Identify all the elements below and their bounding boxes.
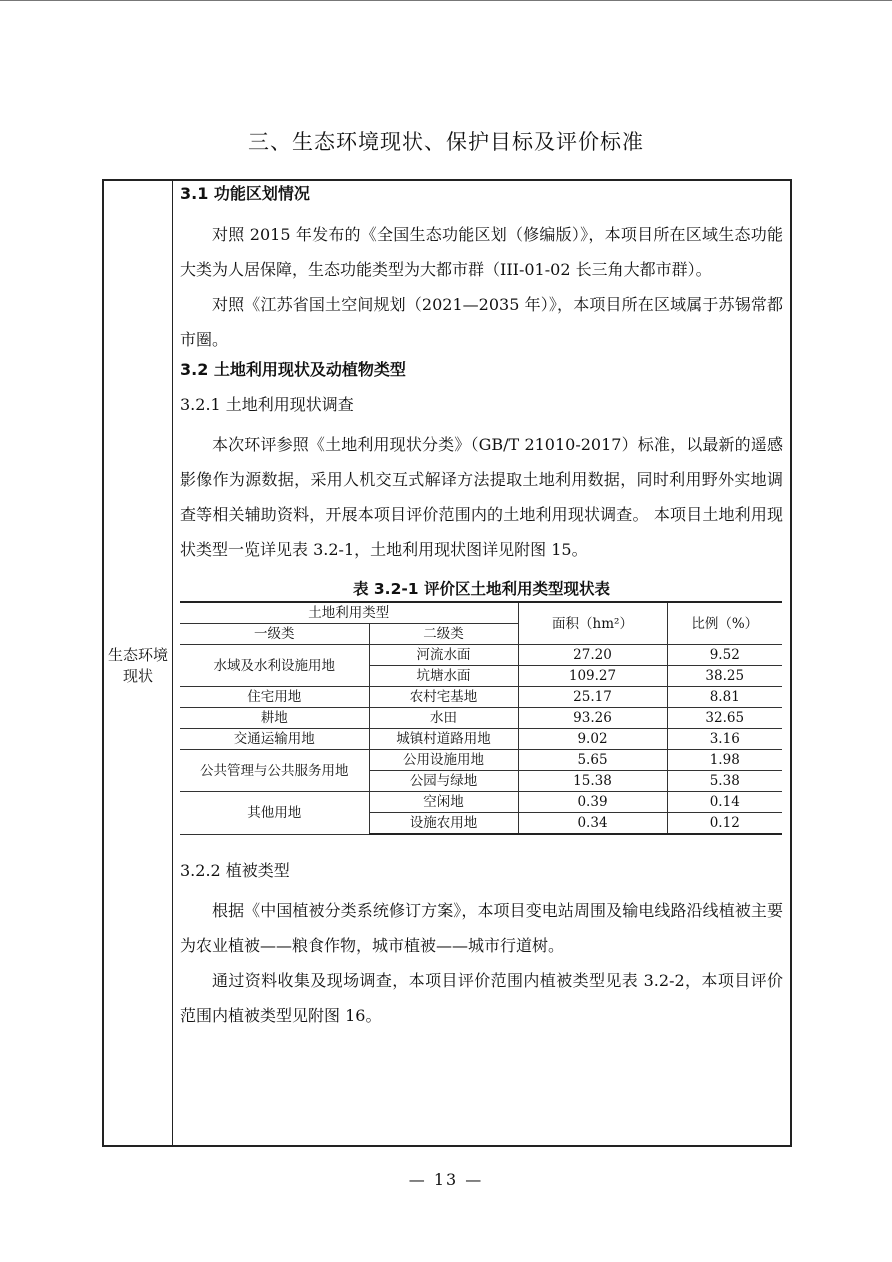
cell-area: 5.65 <box>518 750 667 771</box>
cell-ratio: 32.65 <box>667 708 782 729</box>
cell-ratio: 0.12 <box>667 813 782 835</box>
cell-level1: 交通运输用地 <box>180 729 369 750</box>
header-level1: 一级类 <box>180 624 369 645</box>
header-level2: 二级类 <box>369 624 518 645</box>
content-frame <box>102 179 792 1147</box>
top-rule <box>0 0 892 1</box>
cell-area: 0.34 <box>518 813 667 835</box>
header-landuse-type: 土地利用类型 <box>180 602 518 624</box>
paragraph-vegetation-classification: 根据《中国植被分类系统修订方案》，本项目变电站周围及输电线路沿线植被主要为农业植被——粮食作物，城市植被——城市行道树。 <box>180 901 783 955</box>
paragraph-provincial-plan: 对照《江苏省国土空间规划（2021—2035 年）》，本项目所在区域属于苏锡常都市圈。 <box>180 295 783 349</box>
cell-ratio: 0.14 <box>667 792 782 813</box>
cell-ratio: 8.81 <box>667 687 782 708</box>
section-heading-3-2: 3.2 土地利用现状及动植物类型 <box>180 360 406 379</box>
cell-level2: 水田 <box>369 708 518 729</box>
cell-area: 15.38 <box>518 771 667 792</box>
paragraph-vegetation-survey: 通过资料收集及现场调查，本项目评价范围内植被类型见表 3.2-2，本项目评价范围内植被类型见附图 16。 <box>180 971 783 1025</box>
cell-area: 93.26 <box>518 708 667 729</box>
cell-ratio: 38.25 <box>667 666 782 687</box>
cell-level1: 住宅用地 <box>180 687 369 708</box>
table-row <box>180 708 782 729</box>
side-label: 生态环境现状 <box>108 646 169 685</box>
page-number: — 13 — <box>408 1170 484 1189</box>
cell-level2: 空闲地 <box>369 792 518 813</box>
table-row <box>180 792 782 813</box>
cell-level2: 农村宅基地 <box>369 687 518 708</box>
cell-area: 9.02 <box>518 729 667 750</box>
header-ratio: 比例（%） <box>667 602 782 645</box>
cell-level1: 公共管理与公共服务用地 <box>180 750 369 792</box>
table-caption: 表 3.2-1 评价区土地利用类型现状表 <box>353 580 610 598</box>
cell-area: 0.39 <box>518 792 667 813</box>
table-spacer <box>180 835 783 859</box>
cell-level2: 河流水面 <box>369 645 518 666</box>
paragraph-landuse-survey: 本次环评参照《土地利用现状分类》（GB/T 21010-2017）标准，以最新的遥感影像作为源数据，采用人机交互式解译方法提取土地利用数据，同时利用野外实地调查等相关辅助资料，开展本项目评价范围内的土地利用现状调查。 本项目土地利用现状类型一览详见表 3.2-1，土地利用现状图详见附图 15。 <box>180 435 783 559</box>
cell-level2: 城镇村道路用地 <box>369 729 518 750</box>
cell-level1: 其他用地 <box>180 792 369 835</box>
cell-area: 25.17 <box>518 687 667 708</box>
cell-level2: 公用设施用地 <box>369 750 518 771</box>
cell-area: 27.20 <box>518 645 667 666</box>
table-row <box>180 645 782 666</box>
section-heading-3-1: 3.1 功能区划情况 <box>180 184 310 203</box>
subsection-heading-3-2-1: 3.2.1 土地利用现状调查 <box>180 395 354 414</box>
cell-ratio: 5.38 <box>667 771 782 792</box>
frame-divider <box>172 181 173 1145</box>
header-area: 面积（hm²） <box>518 602 667 645</box>
cell-level2: 公园与绿地 <box>369 771 518 792</box>
content-column <box>180 181 783 1033</box>
page-title: 三、生态环境现状、保护目标及评价标准 <box>248 130 644 154</box>
cell-level1: 耕地 <box>180 708 369 729</box>
landuse-table <box>180 601 782 835</box>
subsection-heading-3-2-2: 3.2.2 植被类型 <box>180 861 290 880</box>
table-header-row <box>180 602 782 624</box>
cell-level1: 水域及水利设施用地 <box>180 645 369 687</box>
table-row <box>180 687 782 708</box>
cell-ratio: 3.16 <box>667 729 782 750</box>
cell-ratio: 1.98 <box>667 750 782 771</box>
paragraph-functional-zoning: 对照 2015 年发布的《全国生态功能区划（修编版）》，本项目所在区域生态功能大类为人居保障，生态功能类型为大都市群（III-01-02 长三角大都市群）。 <box>180 225 783 279</box>
cell-level2: 坑塘水面 <box>369 666 518 687</box>
cell-ratio: 9.52 <box>667 645 782 666</box>
cell-level2: 设施农用地 <box>369 813 518 835</box>
cell-area: 109.27 <box>518 666 667 687</box>
table-row <box>180 750 782 771</box>
table-row <box>180 729 782 750</box>
